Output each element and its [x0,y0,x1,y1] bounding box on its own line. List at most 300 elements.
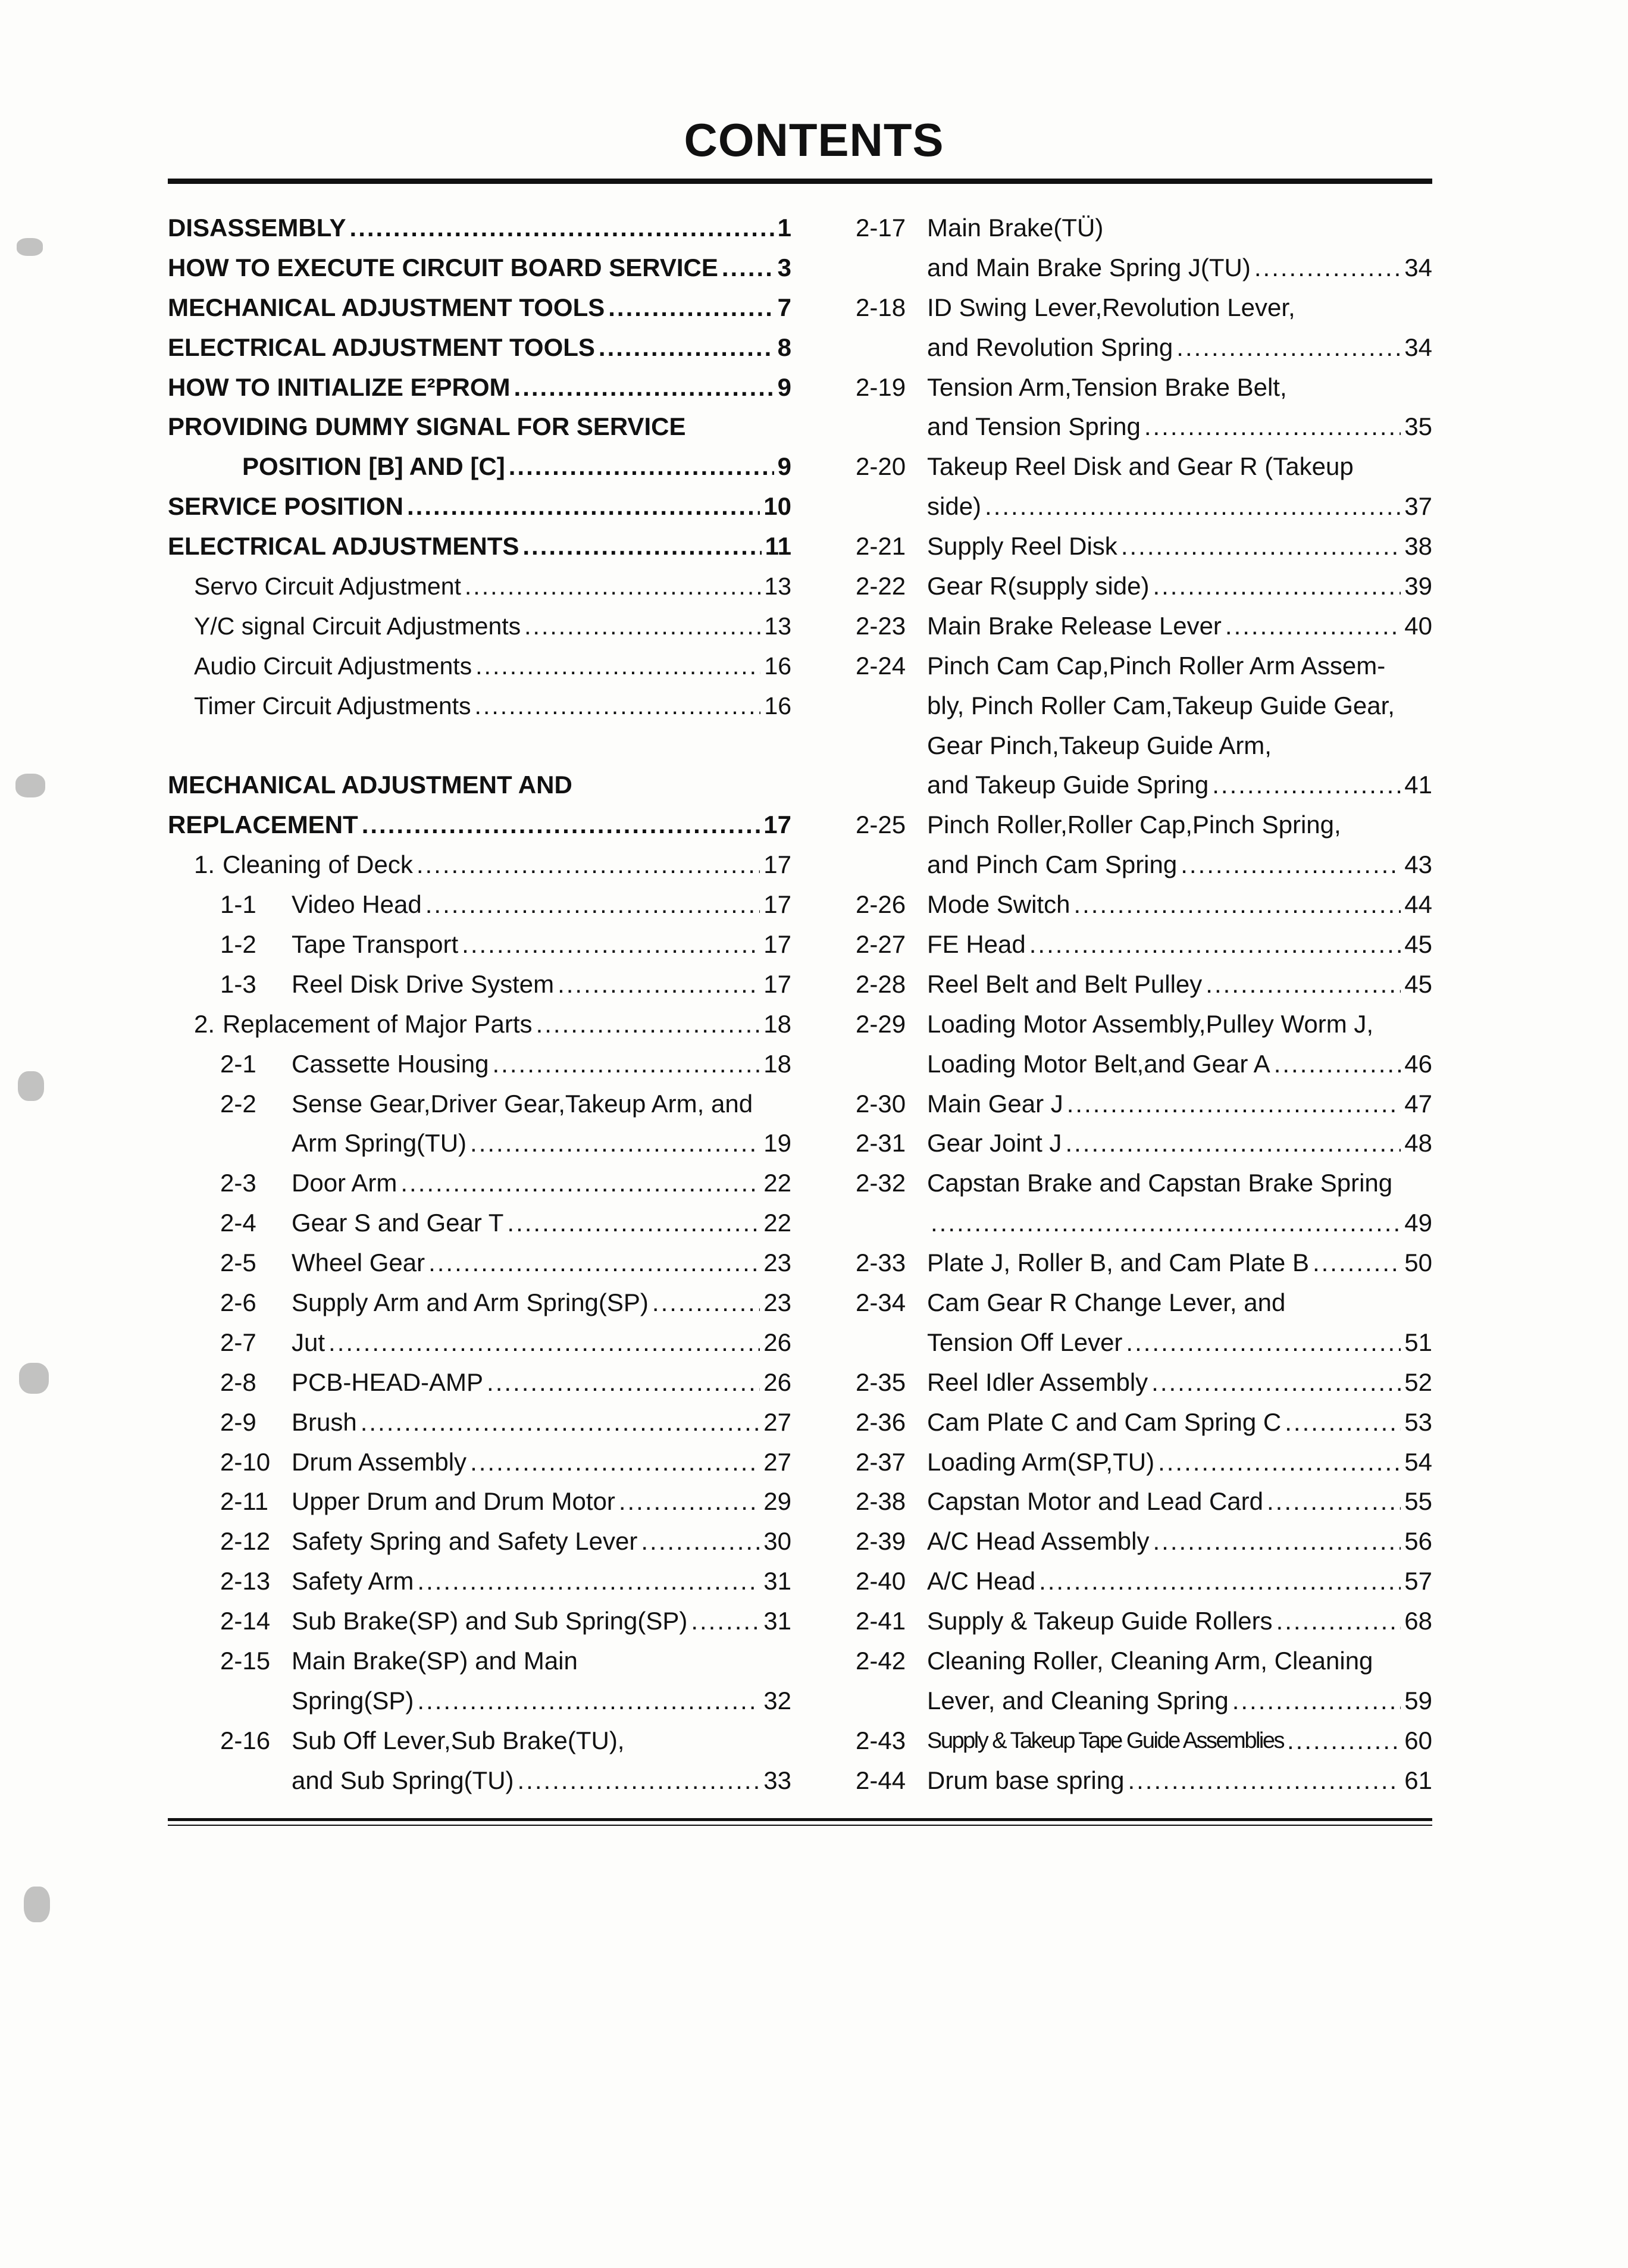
toc-entry-label: Supply Arm and Arm Spring(SP) [292,1288,649,1317]
toc-entry-label: Supply Reel Disk [927,532,1117,561]
toc-page-number: 17 [763,969,791,998]
toc-page-number: 8 [777,333,791,361]
toc-entry[interactable] [856,925,1432,965]
toc-leader-dots [524,606,760,646]
toc-entry-number: 2-12 [220,1527,271,1556]
toc-entry-number: 1-3 [220,969,256,998]
toc-leader-dots [361,1403,760,1443]
toc-leader-dots [1153,567,1401,606]
toc-page-number: 17 [763,890,791,919]
toc-entry-label: Cassette Housing [292,1049,489,1078]
toc-entry-label: HOW TO INITIALIZE E²PROM [168,373,511,401]
toc-page-number: 7 [777,293,791,321]
toc-entry-number: 2-41 [856,1607,906,1635]
toc-page-number: 41 [1404,771,1432,799]
toc-entry-label: Cam Plate C and Cam Spring C [927,1407,1282,1436]
toc-entry-label: Reel Idler Assembly [927,1368,1148,1396]
toc-entry[interactable] [168,487,791,527]
toc-leader-dots [652,1283,760,1323]
toc-entry-label: DISASSEMBLY [168,213,346,242]
toc-entry-label: and Tension Spring [927,412,1141,441]
toc-entry-label: Tension Arm,Tension Brake Belt, [927,373,1287,401]
toc-entry-number: 2-39 [856,1527,906,1556]
toc-page-number: 16 [764,692,791,719]
toc-page-number: 23 [763,1249,791,1277]
toc-entry[interactable] [168,1482,791,1522]
scan-mark [15,774,45,797]
toc-page-number: 11 [765,532,791,561]
toc-page-number: 45 [1404,969,1432,998]
toc-entry-number: 2-26 [856,890,906,919]
toc-page-number: 18 [763,1049,791,1078]
toc-entry[interactable] [856,248,1432,288]
toc-page-number: 61 [1404,1766,1432,1794]
toc-entry-number: 2-25 [856,811,906,839]
toc-leader-dots [350,208,774,248]
toc-leader-dots [536,1005,760,1044]
toc-page-number: 17 [763,930,791,959]
toc-entry[interactable] [168,527,791,567]
toc-page-number: 27 [763,1447,791,1476]
toc-entry[interactable] [856,1005,1432,1044]
toc-entry[interactable] [168,1124,791,1163]
toc-entry-label: Pinch Cam Cap,Pinch Roller Arm Assem- [927,651,1386,680]
toc-leader-dots [462,925,760,965]
toc-entry[interactable] [856,1443,1432,1482]
toc-leader-dots [599,328,774,368]
toc-entry-number: 2-20 [856,452,906,481]
toc-page-number: 56 [1404,1527,1432,1556]
toc-entry-label: Sense Gear,Driver Gear,Takeup Arm, and [292,1089,753,1118]
toc-entry[interactable] [168,1443,791,1482]
toc-entry-label: MECHANICAL ADJUSTMENT AND [168,771,572,799]
toc-leader-dots [509,447,774,487]
toc-leader-dots [1073,885,1401,925]
toc-page-number: 22 [763,1169,791,1197]
toc-entry[interactable] [168,885,791,925]
toc-page-number: 22 [763,1209,791,1237]
toc-entry[interactable] [168,845,791,885]
toc-entry-label: FE Head [927,930,1026,959]
toc-entry-label: bly, Pinch Roller Cam,Takeup Guide Gear, [927,691,1395,719]
toc-entry[interactable] [856,885,1432,925]
toc-leader-dots [1144,407,1401,447]
toc-entry-number: 2-2 [220,1089,256,1118]
toc-entry-number: 1-1 [220,890,256,919]
toc-entry[interactable] [856,686,1432,726]
toc-entry[interactable] [168,1721,791,1761]
toc-leader-dots [608,288,774,328]
toc-leader-dots [425,885,760,925]
toc-left-column [168,208,791,1801]
toc-page-number: 37 [1404,492,1432,521]
toc-entry-label: Door Arm [292,1169,397,1197]
toc-page-number: 18 [763,1009,791,1038]
toc-entry-label: Main Brake(SP) and Main [292,1647,578,1675]
toc-entry-number: 2-7 [220,1328,256,1356]
top-rule [168,179,1432,184]
page-title: CONTENTS [684,114,944,166]
toc-entry-label: Timer Circuit Adjustments [194,692,471,719]
toc-entry[interactable] [168,1403,791,1443]
toc-page-number: 26 [763,1328,791,1356]
toc-entry-label: A/C Head Assembly [927,1527,1150,1556]
toc-page-number: 45 [1404,930,1432,959]
toc-page-number: 29 [763,1487,791,1516]
toc-entry-label: Audio Circuit Adjustments [194,652,472,680]
toc-page-number: 26 [763,1368,791,1396]
toc-entry-number: 2-3 [220,1169,256,1197]
toc-leader-dots [1287,1721,1401,1761]
toc-entry-label: Loading Motor Belt,and Gear A [927,1049,1270,1078]
toc-entry[interactable] [168,1363,791,1403]
toc-leader-dots [1285,1403,1401,1443]
toc-leader-dots [493,1044,760,1084]
toc-entry[interactable] [856,1124,1432,1163]
toc-page-number: 44 [1404,890,1432,919]
toc-entry-number: 2-14 [220,1607,271,1635]
toc-entry-number: 2-17 [856,213,906,242]
toc-entry[interactable] [856,1482,1432,1522]
toc-entry[interactable] [856,407,1432,447]
toc-entry[interactable] [168,567,791,606]
toc-leader-dots [641,1522,760,1562]
toc-leader-dots [487,1363,760,1403]
toc-entry-label: and Main Brake Spring J(TU) [927,253,1251,281]
toc-entry[interactable] [856,726,1432,766]
toc-entry[interactable] [168,1203,791,1243]
toc-entry-number: 2-8 [220,1368,256,1396]
toc-entry[interactable] [856,208,1432,248]
toc-leader-dots [1267,1482,1401,1522]
toc-leader-dots [1206,965,1401,1005]
toc-entry-number: 2-22 [856,572,906,600]
bottom-rule-thin [168,1825,1432,1826]
toc-leader-dots [465,567,760,606]
toc-entry-label: A/C Head [927,1567,1036,1596]
toc-entry-label: Plate J, Roller B, and Cam Plate B [927,1249,1309,1277]
toc-entry-label: Capstan Brake and Capstan Brake Spring [927,1169,1393,1197]
toc-entry-label: SERVICE POSITION [168,492,403,521]
toc-entry[interactable] [168,686,791,726]
toc-leader-dots [1181,845,1401,885]
toc-leader-dots [522,527,761,567]
toc-entry[interactable] [168,328,791,368]
toc-entry-label: Video Head [292,890,422,919]
toc-entry[interactable] [856,1203,1432,1243]
toc-page-number: 30 [763,1527,791,1556]
toc-entry-label: Cam Gear R Change Lever, and [927,1288,1286,1317]
toc-entry[interactable] [168,965,791,1005]
toc-entry-number: 2-5 [220,1249,256,1277]
toc-leader-dots [1126,1323,1401,1363]
toc-entry[interactable] [856,368,1432,408]
toc-entry[interactable] [168,288,791,328]
toc-entry[interactable] [856,1522,1432,1562]
toc-leader-dots [507,1203,760,1243]
toc-page-number: 40 [1404,611,1432,640]
toc-entry[interactable] [856,1681,1432,1721]
toc-page-number: 50 [1404,1249,1432,1277]
toc-entry[interactable] [856,447,1432,487]
toc-entry[interactable] [168,805,791,845]
toc-entry[interactable] [856,567,1432,606]
toc-entry-label: Supply & Takeup Guide Rollers [927,1607,1273,1635]
toc-gap [168,726,791,766]
toc-page-number: 43 [1404,850,1432,879]
toc-entry-number: 2-16 [220,1726,271,1754]
toc-entry-number: 2-4 [220,1209,256,1237]
toc-entry[interactable] [856,845,1432,885]
toc-entry[interactable] [168,1243,791,1283]
toc-page-number: 55 [1404,1487,1432,1516]
toc-entry[interactable] [856,1562,1432,1601]
toc-leader-dots [1313,1243,1401,1283]
scan-mark [18,1071,44,1101]
toc-entry-number: 2-24 [856,651,906,680]
toc-page-number: 10 [763,492,791,521]
toc-entry[interactable] [168,646,791,686]
toc-entry[interactable] [168,1323,791,1363]
toc-entry[interactable] [856,1403,1432,1443]
toc-entry[interactable] [168,1522,791,1562]
toc-entry-label: Main Brake Release Lever [927,611,1222,640]
toc-entry-label: Jut [292,1328,325,1356]
toc-entry-label: Reel Belt and Belt Pulley [927,969,1203,998]
toc-leader-dots [514,368,774,408]
toc-page-number: 34 [1404,253,1432,281]
toc-entry[interactable] [168,1601,791,1641]
toc-leader-dots [328,1323,760,1363]
toc-leader-dots [619,1482,760,1522]
toc-entry-number: 2-33 [856,1249,906,1277]
toc-page-number: 49 [1404,1209,1432,1237]
bottom-rule [168,1818,1432,1821]
toc-entry[interactable] [856,765,1432,805]
toc-entry-number: 2-1 [220,1049,256,1078]
toc-entry[interactable] [168,1562,791,1601]
toc-entry[interactable] [168,1641,791,1681]
toc-entry[interactable] [856,1363,1432,1403]
toc-entry-label: and Sub Spring(TU) [292,1766,514,1794]
toc-entry[interactable] [856,527,1432,567]
toc-entry-number: 2-30 [856,1089,906,1118]
toc-page-number: 27 [763,1407,791,1436]
toc-page-number: 17 [763,811,791,839]
toc-entry-label: PCB-HEAD-AMP [292,1368,484,1396]
scan-mark [24,1887,50,1922]
toc-page-number: 57 [1404,1567,1432,1596]
toc-leader-dots [400,1163,760,1203]
toc-entry-label: Safety Spring and Safety Lever [292,1527,638,1556]
toc-leader-dots [475,646,760,686]
toc-entry-number: 2-18 [856,293,906,321]
toc-entry-number: 2-15 [220,1647,271,1675]
toc-entry-label: Cleaning Roller, Cleaning Arm, Cleaning [927,1647,1373,1675]
toc-entry[interactable] [856,1243,1432,1283]
toc-page-number: 23 [763,1288,791,1317]
toc-leader-dots [1067,1084,1401,1124]
toc-entry-number: 2-27 [856,930,906,959]
toc-entry-label: POSITION [B] AND [C] [242,452,505,481]
toc-entry-label: Pinch Roller,Roller Cap,Pinch Spring, [927,811,1341,839]
toc-leader-dots [1212,765,1401,805]
toc-entry-number: 2-13 [220,1567,271,1596]
toc-entry[interactable] [856,1601,1432,1641]
scan-mark [19,1363,49,1394]
toc-entry[interactable] [856,1641,1432,1681]
toc-page-number: 52 [1404,1368,1432,1396]
toc-leader-dots [1153,1522,1401,1562]
toc-leader-dots [407,487,760,527]
toc-entry-label: Brush [292,1407,357,1436]
toc-entry-number: 2-32 [856,1169,906,1197]
toc-entry[interactable] [856,1084,1432,1124]
toc-entry[interactable] [168,1163,791,1203]
toc-entry[interactable] [168,1681,791,1721]
toc-leader-dots [1151,1363,1401,1403]
toc-page-number: 9 [777,452,791,481]
toc-entry-label: Servo Circuit Adjustment [194,573,461,600]
toc-leader-dots [1232,1681,1401,1721]
toc-page-number: 17 [763,850,791,879]
toc-page-number: 1 [777,213,791,242]
toc-entry[interactable] [856,1163,1432,1203]
toc-entry-label: Spring(SP) [292,1686,414,1715]
toc-entry-number: 2-11 [220,1487,268,1516]
toc-entry-number: 2-19 [856,373,906,401]
toc-entry-number: 2-9 [220,1407,256,1436]
toc-leader-dots [1029,925,1401,965]
toc-entry[interactable] [856,487,1432,527]
toc-page-number: 13 [764,573,791,600]
toc-leader-dots [722,248,774,288]
toc-entry[interactable] [856,288,1432,328]
toc-entry[interactable] [168,248,791,288]
toc-leader-dots [1254,248,1401,288]
toc-leader-dots [417,1562,760,1601]
toc-entry-number: 2-40 [856,1567,906,1596]
toc-page-number: 48 [1404,1129,1432,1158]
toc-entry-label: Main Gear J [927,1089,1063,1118]
toc-entry-label: Cleaning of Deck [223,850,413,879]
toc-entry[interactable] [856,1761,1432,1801]
toc-entry[interactable] [168,1283,791,1323]
toc-entry-label: Loading Arm(SP,TU) [927,1447,1155,1476]
toc-leader-dots [1274,1044,1401,1084]
toc-entry-label: Capstan Motor and Lead Card [927,1487,1264,1516]
toc-page-number: 60 [1404,1726,1432,1754]
toc-entry-label: REPLACEMENT [168,811,358,839]
toc-entry-label: and Pinch Cam Spring [927,850,1178,879]
toc-entry[interactable] [168,925,791,965]
toc-entry-label: Takeup Reel Disk and Gear R (Takeup [927,452,1354,481]
toc-page-number: 38 [1404,532,1432,561]
toc-entry-label: Drum Assembly [292,1447,467,1476]
toc-entry-label: HOW TO EXECUTE CIRCUIT BOARD SERVICE [168,253,718,281]
toc-entry-label: ID Swing Lever,Revolution Lever, [927,293,1295,321]
toc-entry[interactable] [856,1323,1432,1363]
toc-entry[interactable] [168,407,791,447]
toc-entry[interactable] [168,447,791,487]
toc-entry-label: Lever, and Cleaning Spring [927,1686,1229,1715]
toc-entry-number: 2-38 [856,1487,906,1516]
toc-entry-number: 2-29 [856,1009,906,1038]
toc-entry[interactable] [856,606,1432,646]
toc-entry-label: ELECTRICAL ADJUSTMENTS [168,532,519,561]
toc-leader-dots [470,1124,760,1163]
toc-page-number: 59 [1404,1686,1432,1715]
toc-entry[interactable] [168,1084,791,1124]
toc-entry[interactable] [856,1283,1432,1323]
toc-entry-label: Gear Joint J [927,1129,1062,1158]
toc-leader-dots [1121,527,1401,567]
toc-entry-label: and Revolution Spring [927,333,1173,361]
toc-entry-label: and Takeup Guide Spring [927,771,1209,799]
toc-entry-label: Drum base spring [927,1766,1125,1794]
scan-mark [17,238,43,256]
toc-entry[interactable] [856,805,1432,845]
toc-entry[interactable] [856,1721,1432,1761]
toc-entry-number: 2-42 [856,1647,906,1675]
toc-entry-label: Wheel Gear [292,1249,425,1277]
toc-page-number: 31 [763,1567,791,1596]
toc-entry-label: Gear S and Gear T [292,1209,504,1237]
toc-right-column [856,208,1432,1801]
toc-entry-number: 2. [194,1009,215,1038]
toc-entry[interactable] [856,965,1432,1005]
toc-entry[interactable] [168,1005,791,1044]
toc-leader-dots [428,1243,760,1283]
toc-entry[interactable] [168,1044,791,1084]
toc-leader-dots [470,1443,760,1482]
toc-entry[interactable] [168,208,791,248]
toc-page-number: 53 [1404,1407,1432,1436]
toc-entry-label: Supply & Takeup Tape Guide Assemblies [927,1728,1283,1753]
toc-page-number: 39 [1404,572,1432,600]
toc-entry-number: 2-44 [856,1766,906,1794]
toc-leader-dots [1039,1562,1401,1601]
toc-entry[interactable] [856,1044,1432,1084]
toc-entry[interactable] [856,328,1432,368]
toc-entry-label: Safety Arm [292,1567,414,1596]
toc-entry-number: 2-23 [856,611,906,640]
toc-entry-label: Tape Transport [292,930,459,959]
toc-entry-label: Loading Motor Assembly,Pulley Worm J, [927,1009,1374,1038]
toc-entry-number: 2-10 [220,1447,271,1476]
toc-entry-number: 2-6 [220,1288,256,1317]
toc-entry-number: 2-35 [856,1368,906,1396]
toc-entry[interactable] [168,765,791,805]
toc-entry-label: Gear Pinch,Takeup Guide Arm, [927,731,1272,759]
toc-entry[interactable] [168,368,791,408]
toc-entry[interactable] [856,646,1432,686]
toc-leader-dots [362,805,760,845]
toc-entry-label: ELECTRICAL ADJUSTMENT TOOLS [168,333,595,361]
toc-entry-label: Tension Off Lever [927,1328,1123,1356]
toc-entry[interactable] [168,606,791,646]
toc-page-number: 46 [1404,1049,1432,1078]
toc-leader-dots [1225,606,1401,646]
toc-entry-number: 2-37 [856,1447,906,1476]
toc-page-number: 34 [1404,333,1432,361]
toc-entry-label: Sub Off Lever,Sub Brake(TU), [292,1726,625,1754]
toc-entry[interactable] [168,1761,791,1801]
toc-leader-dots [475,686,761,726]
toc-page-number: 31 [763,1607,791,1635]
toc-entry-label: Gear R(supply side) [927,572,1150,600]
toc-entry-number: 2-28 [856,969,906,998]
